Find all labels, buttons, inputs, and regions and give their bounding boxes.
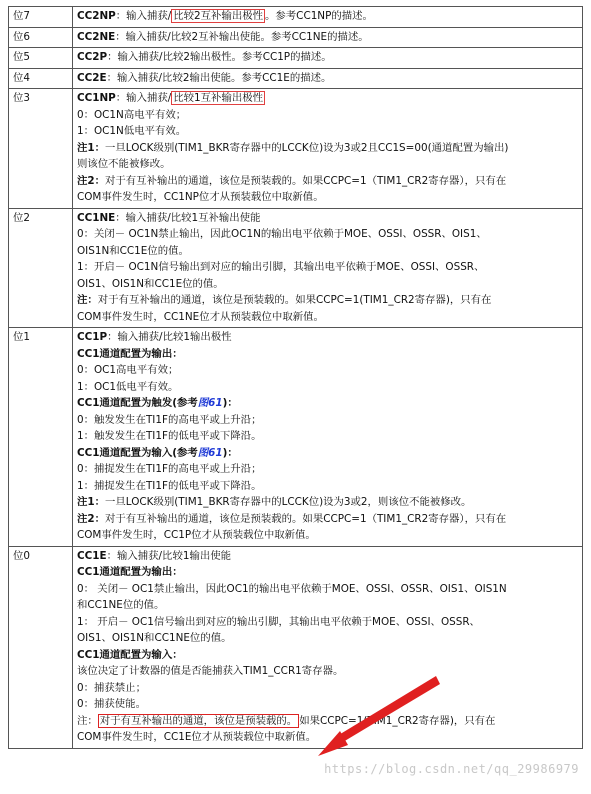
text-segment: ：输入捕获/比较1互补输出使能 (115, 211, 261, 224)
bit-label: 位6 (9, 27, 73, 48)
highlighted-text: 比较1互补输出极性 (173, 92, 264, 104)
text-segment: 0：OC1高电平有效； (77, 364, 179, 376)
text-segment: ：输入捕获/ (115, 92, 172, 104)
bold-text-segment: 注2： (77, 512, 106, 525)
bit-label: 位4 (9, 68, 73, 89)
text-segment: ：输入捕获/比较2输出使能。参考CC1E的描述。 (106, 71, 332, 84)
watermark: https://blog.csdn.net/qq_29986979 (324, 762, 579, 776)
bold-text-segment: 注2： (77, 174, 106, 187)
bold-text-segment: CC1P (77, 331, 108, 343)
bold-text-segment: )： (222, 446, 238, 459)
highlighted-text: 对于有互补输出的通道，该位是预装载的。 (99, 714, 298, 727)
bold-text-segment: CC1NE (77, 211, 116, 224)
text-segment: 。参考CC1NP的描述。 (265, 10, 373, 22)
text-segment: 0：关闭－ OC1N禁止输出，因此OC1N的输出电平依赖于MOE、OSSI、OSSR、OIS1、 (77, 228, 487, 240)
text-segment: 0： 关闭－ OC1禁止输出，因此OC1的输出电平依赖于MOE、OSSI、OSSR、OIS1、OIS1N (77, 582, 507, 595)
bold-text-segment: CC1通道配置为触发(参考 (77, 397, 198, 409)
text-segment: OIS1、OIS1N和CC1E位的值。 (77, 277, 224, 290)
bit-label: 位5 (9, 48, 73, 69)
text-segment: COM事件发生时，CC1E位才从预装载位中取新值。 (77, 731, 317, 743)
bold-text-segment: 注1： (77, 496, 106, 508)
text-segment: ：输入捕获/比较2互补输出使能。参考CC1NE的描述。 (115, 30, 369, 43)
text-segment: 该位决定了计数器的值是否能捕获入TIM1_CCR1寄存器。 (77, 665, 344, 677)
text-segment: OIS1N和CC1E位的值。 (77, 244, 189, 257)
figure-link[interactable]: 图61 (197, 446, 223, 459)
bit-label: 位7 (9, 7, 73, 28)
bold-text-segment: CC1通道配置为输出： (77, 566, 183, 578)
text-segment: 1：捕捉发生在TI1F的低电平或下降沿。 (77, 479, 262, 492)
text-segment: 1：OC1低电平有效。 (77, 380, 179, 393)
text-segment: ：输入捕获/比较2输出极性。参考CC1P的描述。 (107, 51, 332, 63)
text-segment: 0：捕捉发生在TI1F的高电平或上升沿； (77, 463, 262, 475)
bit-label: 位0 (9, 546, 73, 748)
bold-text-segment: 注1： (77, 141, 106, 154)
text-segment: 1：触发发生在TI1F的低电平或下降沿。 (77, 430, 262, 442)
bold-text-segment: )： (222, 397, 238, 409)
bold-text-segment: CC1NP (77, 92, 116, 104)
figure-link[interactable]: 图61 (197, 397, 223, 409)
bold-text-segment: CC2NP (77, 10, 116, 22)
text-segment: 0：捕获禁止； (77, 681, 146, 694)
bold-text-segment: CC1E (77, 549, 107, 562)
text-segment: 对于有互补输出的通道，该位是预装载的。如果CCPC=1（TIM1_CR2寄存器），只有在 (105, 512, 507, 525)
bit-label: 位1 (9, 328, 73, 547)
text-segment: 一旦LOCK级别(TIM1_BKR寄存器中的LCCK位)设为3或2，则该位不能被修改。 (105, 496, 472, 508)
text-segment: 对于有互补输出的通道，该位是预装载的。如果CCPC=1(TIM1_CR2寄存器)，只有在 (97, 294, 492, 306)
text-segment: COM事件发生时，CC1NP位才从预装载位中取新值。 (77, 191, 324, 203)
text-segment: 0：触发发生在TI1F的高电平或上升沿； (77, 413, 262, 426)
text-segment: ：输入捕获/比较1输出使能 (106, 549, 232, 562)
text-segment: ：输入捕获/ (115, 10, 172, 22)
bit-label: 位3 (9, 89, 73, 209)
bold-text-segment: 注： (77, 294, 98, 306)
text-segment: 和CC1NE位的值。 (77, 599, 165, 611)
bit-label: 位2 (9, 208, 73, 328)
bold-text-segment: CC1通道配置为输出： (77, 347, 183, 360)
text-segment: 0：捕获使能。 (77, 698, 146, 710)
bold-text-segment: CC2E (77, 71, 107, 84)
text-segment: COM事件发生时，CC1P位才从预装载位中取新值。 (77, 529, 316, 541)
text-segment: ：输入捕获/比较1输出极性 (107, 331, 232, 343)
bold-text-segment: CC2NE (77, 30, 116, 43)
text-segment: COM事件发生时，CC1NE位才从预装载位中取新值。 (77, 310, 324, 323)
bold-text-segment: CC1通道配置为输入： (77, 648, 183, 661)
text-segment: 0：OC1N高电平有效； (77, 108, 187, 121)
text-segment: 1：OC1N低电平有效。 (77, 125, 187, 137)
annotation-arrow-shaft (337, 676, 440, 742)
text-segment: 一旦LOCK级别(TIM1_BKR寄存器中的LCCK位)设为3或2且CC1S=00(通道配置为输出) (105, 141, 509, 154)
text-segment: 对于有互补输出的通道，该位是预装载的。如果CCPC=1（TIM1_CR2寄存器），只有在 (105, 174, 507, 187)
text-segment: 1：开启－ OC1N信号输出到对应的输出引脚，其输出电平依赖于MOE、OSSI、OSSR、 (77, 261, 485, 273)
bold-text-segment: CC2P (77, 51, 108, 63)
text-segment: OIS1、OIS1N和CC1NE位的值。 (77, 632, 232, 644)
highlighted-text: 比较2互补输出极性 (173, 10, 264, 22)
text-segment: 1： 开启－ OC1信号输出到对应的输出引脚，其输出电平依赖于MOE、OSSI、OSSR、 (77, 615, 480, 628)
text-segment: 则该位不能被修改。 (77, 158, 171, 170)
text-segment: 如果CCPC=1(TIM1_CR2寄存器)，只有在 (299, 714, 496, 727)
bold-text-segment: CC1通道配置为输入(参考 (77, 446, 198, 459)
text-segment: 注： (77, 714, 98, 727)
